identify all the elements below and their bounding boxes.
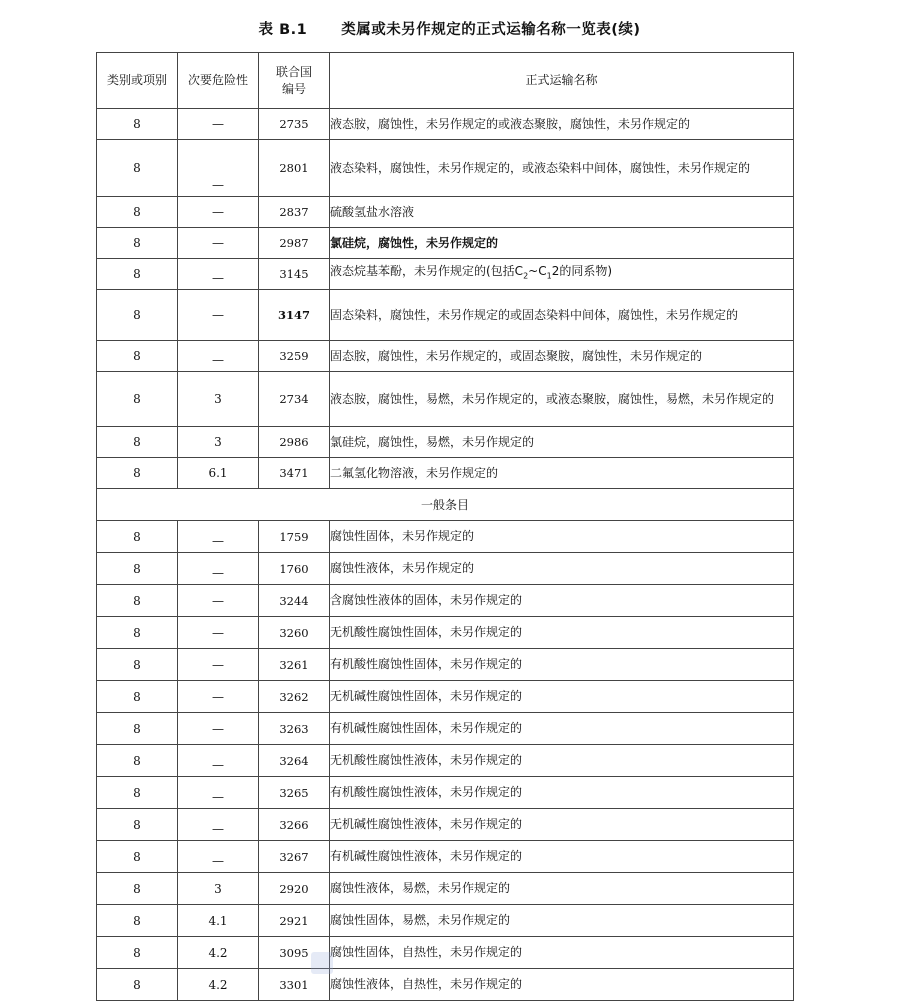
subscript: 2 [523, 271, 529, 281]
section-label: 一般条目 [97, 489, 794, 521]
header-un-line1: 联合国 [275, 64, 312, 79]
section-row [97, 489, 794, 521]
un-number-cell: 3261 [259, 649, 330, 681]
shipping-name-cell: 无机酸性腐蚀性液体，未另作规定的 [330, 745, 794, 777]
subsidiary-cell: 3 [178, 873, 259, 905]
header-un-line2: 编号 [281, 81, 306, 96]
class-cell: 8 [97, 841, 178, 873]
class-cell: 8 [97, 427, 178, 458]
un-number-cell: 1759 [259, 521, 330, 553]
subsidiary-cell: 3 [178, 372, 259, 427]
table-row [97, 458, 794, 489]
shipping-name-cell: 腐蚀性固体，未另作规定的 [330, 521, 794, 553]
header-row [97, 53, 794, 109]
class-cell: 8 [97, 259, 178, 290]
table-row [97, 585, 794, 617]
table-row [97, 521, 794, 553]
name-text: 液态烷基苯酚，未另作规定的(包括C [330, 264, 524, 279]
table-row [97, 777, 794, 809]
un-number-cell: 2987 [259, 228, 330, 259]
class-cell: 8 [97, 197, 178, 228]
un-number-cell: 3259 [259, 341, 330, 372]
shipping-name-cell: 无机酸性腐蚀性固体，未另作规定的 [330, 617, 794, 649]
subsidiary-cell: — [178, 521, 259, 553]
table-caption: 类属或未另作规定的正式运输名称一览表(续) [341, 22, 641, 38]
un-number-cell: 3263 [259, 713, 330, 745]
un-number-cell: 3265 [259, 777, 330, 809]
shipping-name-cell: 有机碱性腐蚀性液体，未另作规定的 [330, 841, 794, 873]
class-cell: 8 [97, 372, 178, 427]
table-row [97, 427, 794, 458]
un-number-cell: 3471 [259, 458, 330, 489]
class-cell: 8 [97, 290, 178, 341]
class-cell: 8 [97, 553, 178, 585]
class-cell: 8 [97, 809, 178, 841]
table-row [97, 109, 794, 140]
shipping-name-cell: 腐蚀性固体，自热性，未另作规定的 [330, 937, 794, 969]
subscript: 1 [546, 271, 552, 281]
class-cell: 8 [97, 777, 178, 809]
table-row [97, 937, 794, 969]
class-cell: 8 [97, 745, 178, 777]
table-row [97, 617, 794, 649]
table-row [97, 259, 794, 290]
subsidiary-cell: 4.2 [178, 969, 259, 1001]
table-row [97, 809, 794, 841]
subsidiary-cell: 6.1 [178, 458, 259, 489]
un-number-cell: 2735 [259, 109, 330, 140]
un-number-cell: 2986 [259, 427, 330, 458]
subsidiary-cell: — [178, 617, 259, 649]
class-cell: 8 [97, 713, 178, 745]
un-number-cell: 2921 [259, 905, 330, 937]
un-number-cell: 3145 [259, 259, 330, 290]
subsidiary-cell: — [178, 713, 259, 745]
class-cell: 8 [97, 228, 178, 259]
name-text: ~C [528, 264, 547, 279]
shipping-name-cell: 有机酸性腐蚀性液体，未另作规定的 [330, 777, 794, 809]
table-row [97, 681, 794, 713]
table-row [97, 228, 794, 259]
class-cell: 8 [97, 585, 178, 617]
class-cell: 8 [97, 458, 178, 489]
un-number-cell: 3267 [259, 841, 330, 873]
subsidiary-cell: 3 [178, 427, 259, 458]
shipping-name-cell: 腐蚀性液体，未另作规定的 [330, 553, 794, 585]
class-cell: 8 [97, 969, 178, 1001]
shipping-name-cell: 固态胺，腐蚀性，未另作规定的，或固态聚胺，腐蚀性，未另作规定的 [330, 341, 794, 372]
table-row [97, 713, 794, 745]
subsidiary-cell: — [178, 681, 259, 713]
table-row [97, 745, 794, 777]
table-row [97, 372, 794, 427]
shipping-name-cell: 有机碱性腐蚀性固体，未另作规定的 [330, 713, 794, 745]
class-cell: 8 [97, 937, 178, 969]
shipping-name-cell [330, 259, 794, 290]
table-row [97, 140, 794, 197]
un-number-cell: 3244 [259, 585, 330, 617]
table-row [97, 649, 794, 681]
subsidiary-cell: — [178, 809, 259, 841]
table-row [97, 873, 794, 905]
class-cell: 8 [97, 617, 178, 649]
subsidiary-cell: — [178, 745, 259, 777]
subsidiary-cell: — [178, 585, 259, 617]
shipping-name-cell: 腐蚀性液体，自热性，未另作规定的 [330, 969, 794, 1001]
table-row [97, 969, 794, 1001]
shipping-name-cell: 氯硅烷，腐蚀性，易燃，未另作规定的 [330, 427, 794, 458]
class-cell: 8 [97, 681, 178, 713]
subsidiary-cell: — [178, 259, 259, 290]
shipping-name-cell: 液态胺，腐蚀性，未另作规定的或液态聚胺，腐蚀性，未另作规定的 [330, 109, 794, 140]
shipping-name-cell: 液态染料，腐蚀性，未另作规定的，或液态染料中间体，腐蚀性，未另作规定的 [330, 140, 794, 197]
shipping-name-cell: 有机酸性腐蚀性固体，未另作规定的 [330, 649, 794, 681]
subsidiary-cell: — [178, 197, 259, 228]
table-row [97, 905, 794, 937]
subsidiary-cell: — [178, 290, 259, 341]
un-number-cell: 3095 [259, 937, 330, 969]
subsidiary-cell: — [178, 649, 259, 681]
un-number-cell: 1760 [259, 553, 330, 585]
un-number-cell: 3147 [259, 290, 330, 341]
shipping-name-cell: 腐蚀性固体，易燃，未另作规定的 [330, 905, 794, 937]
subsidiary-cell: — [178, 777, 259, 809]
un-number-cell: 2920 [259, 873, 330, 905]
un-number-cell: 3260 [259, 617, 330, 649]
class-cell: 8 [97, 109, 178, 140]
un-number-cell: 2734 [259, 372, 330, 427]
scan-smudge [311, 952, 333, 974]
class-cell: 8 [97, 649, 178, 681]
table-title [0, 18, 899, 39]
subsidiary-cell: — [178, 341, 259, 372]
subsidiary-cell: — [178, 228, 259, 259]
class-cell: 8 [97, 873, 178, 905]
header-un-number [259, 53, 330, 109]
header-shipping-name: 正式运输名称 [330, 53, 794, 109]
subsidiary-cell: — [178, 140, 259, 197]
class-cell: 8 [97, 905, 178, 937]
table-number: 表 B.1 [258, 22, 308, 38]
un-number-cell: 3264 [259, 745, 330, 777]
subsidiary-cell: — [178, 109, 259, 140]
table-row [97, 553, 794, 585]
table-row [97, 290, 794, 341]
un-number-cell: 2837 [259, 197, 330, 228]
un-number-cell: 3262 [259, 681, 330, 713]
subsidiary-cell: 4.1 [178, 905, 259, 937]
shipping-name-cell: 二氟氢化物溶液，未另作规定的 [330, 458, 794, 489]
header-class: 类别或项别 [97, 53, 178, 109]
class-cell: 8 [97, 521, 178, 553]
shipping-name-cell: 固态染料，腐蚀性，未另作规定的或固态染料中间体，腐蚀性，未另作规定的 [330, 290, 794, 341]
table-row [97, 341, 794, 372]
un-number-cell: 3266 [259, 809, 330, 841]
un-number-cell: 2801 [259, 140, 330, 197]
name-text: 2的同系物) [551, 264, 613, 279]
class-cell: 8 [97, 341, 178, 372]
shipping-name-cell: 含腐蚀性液体的固体，未另作规定的 [330, 585, 794, 617]
table-row [97, 841, 794, 873]
header-subsidiary-risk: 次要危险性 [178, 53, 259, 109]
shipping-name-cell: 液态胺，腐蚀性，易燃，未另作规定的，或液态聚胺，腐蚀性，易燃，未另作规定的 [330, 372, 794, 427]
subsidiary-cell: — [178, 553, 259, 585]
un-number-cell: 3301 [259, 969, 330, 1001]
shipping-names-table [96, 52, 794, 1001]
class-cell: 8 [97, 140, 178, 197]
shipping-name-cell: 无机碱性腐蚀性固体，未另作规定的 [330, 681, 794, 713]
table-row [97, 197, 794, 228]
shipping-name-cell: 无机碱性腐蚀性液体，未另作规定的 [330, 809, 794, 841]
subsidiary-cell: 4.2 [178, 937, 259, 969]
shipping-name-cell: 硫酸氢盐水溶液 [330, 197, 794, 228]
subsidiary-cell: — [178, 841, 259, 873]
shipping-name-cell: 腐蚀性液体，易燃，未另作规定的 [330, 873, 794, 905]
shipping-name-cell: 氯硅烷，腐蚀性，未另作规定的 [330, 228, 794, 259]
